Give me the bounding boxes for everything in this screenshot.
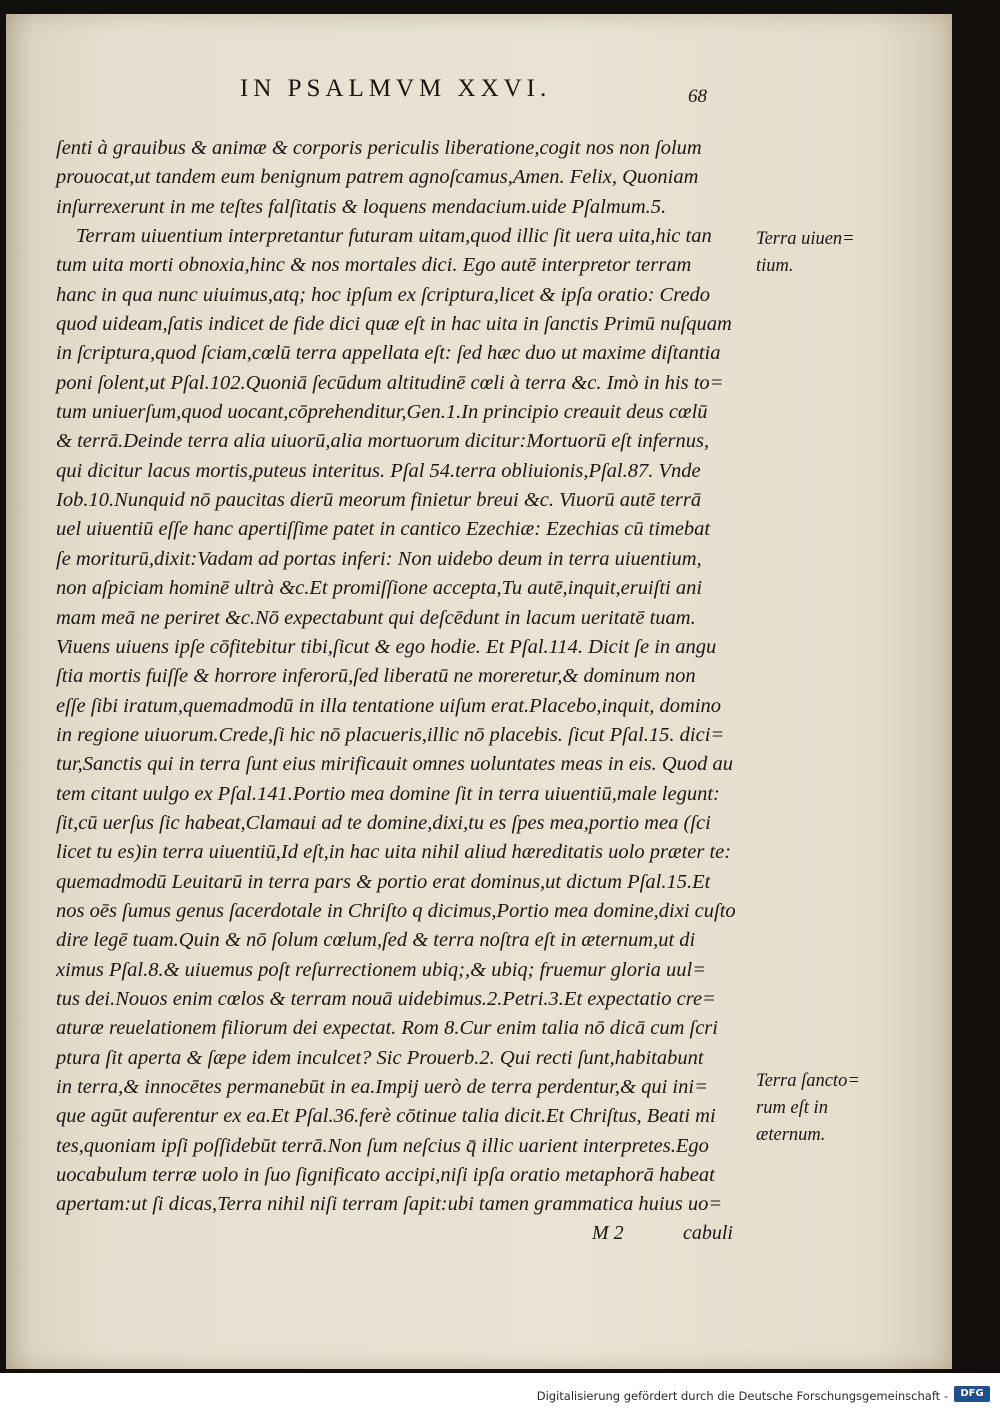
dfg-logo: DFG bbox=[954, 1386, 990, 1402]
text-line: ſenti à grauibus & animæ & corporis periculis liberatione,cogit nos non ſolum bbox=[56, 137, 702, 159]
text-line: uocabulum terræ uolo in ſuo ſignificato accipi,niſi ipſa oratio metaphorā habeat bbox=[56, 1164, 715, 1187]
folio-number: 68 bbox=[688, 86, 707, 107]
margin-note-terra-uiuentium bbox=[756, 226, 936, 280]
catchword: cabuli bbox=[683, 1222, 733, 1244]
text-line: hanc in qua nunc uiuimus,atq; hoc ipſum ex ſcriptura,licet & ipſa oratio: Credo bbox=[56, 283, 711, 306]
text-line: in ſcriptura,quod ſciam,cœlū terra appellata eſt: ſed hæc duo ut maxime diſtantia bbox=[56, 342, 721, 365]
text-line: quod uideam,ſatis indicet de fide dici quæ eſt in hac uita in ſanctis Primū nuſquam bbox=[56, 313, 732, 336]
text-line: tum uniuerſum,quod uocant,cōprehenditur,Gen.1.In principio creauit deus cœlū bbox=[56, 401, 708, 424]
text-line: Iob.10.Nunquid nō paucitas dierū meorum finietur breui &c. Viuorū autē terrā bbox=[56, 489, 702, 512]
margin-note-line: Terra ſancto= bbox=[756, 1071, 860, 1091]
text-line: tum uita morti obnoxia,hinc & nos mortales dici. Ego autē interpretor terram bbox=[56, 254, 692, 277]
margin-note-line: æternum. bbox=[756, 1125, 826, 1145]
text-line: in terra,& innocētes permanebūt in ea.Impij uerò de terra perdentur,& qui ini= bbox=[56, 1076, 708, 1098]
margin-note-line: rum eſt in bbox=[756, 1098, 828, 1118]
text-line: ſit,cū uerſus ſic habeat,Clamaui ad te domine,dixi,tu es ſpes mea,portio mea (ſci bbox=[56, 811, 711, 834]
margin-note-line: tium. bbox=[756, 256, 794, 276]
text-line: aturæ reuelationem filiorum dei expectat. Rom 8.Cur enim talia nō dicā cum ſcri bbox=[56, 1017, 718, 1040]
text-line: ximus Pſal.8.& uiuemus poſt reſurrectionem ubiq;,& ubiq; fruemur gloria uul= bbox=[56, 958, 707, 981]
text-line: tem citant uulgo ex Pſal.141.Portio mea domine ſit in terra uiuentiū,male legunt: bbox=[56, 782, 720, 805]
text-line: licet tu es)in terra uiuentiū,Id eſt,in hac uita nihil aliud hæreditatis uolo præter te: bbox=[56, 841, 732, 864]
text-line: Viuens uiuens ipſe cōfitebitur tibi,ſicut & ego hodie. Et Pſal.114. Dicit ſe in angu bbox=[56, 635, 717, 658]
signature-mark: M 2 bbox=[592, 1222, 624, 1244]
text-line: qui dicitur lacus mortis,puteus interitus. Pſal 54.terra obliuionis,Pſal.87. Vnde bbox=[56, 459, 701, 482]
text-line: quemadmodū Leuitarū in terra pars & portio erat dominus,ut dictum Pſal.15.Et bbox=[56, 870, 711, 893]
text-line: inſurrexerunt in me teſtes falſitatis & loquens mendacium.uide Pſalmum.5. bbox=[56, 195, 667, 218]
text-line: eſſe ſibi iratum,quemadmodū in illa tentatione uiſum erat.Placebo,inquit, domino bbox=[56, 694, 722, 717]
text-line: in regione uiuorum.Crede,ſi hic nō placueris,illic nō placebis. ſicut Pſal.15. dici= bbox=[56, 723, 725, 746]
text-line: tus dei.Nouos enim cœlos & terram nouā uidebimus.2.Petri.3.Et expectatio cre= bbox=[56, 987, 716, 1010]
text-line: mam meā ne periret &c.Nō expectabunt qui deſcēdunt in lacum ueritatē tuam. bbox=[56, 606, 696, 629]
text-line: poni ſolent,ut Pſal.102.Quoniā ſecūdum altitudinē cœli à terra &c. Imò in his to= bbox=[56, 371, 724, 394]
text-line: non aſpiciam hominē ultrà &c.Et promiſſione accepta,Tu autē,inquit,eruiſti ani bbox=[56, 577, 703, 600]
margin-note-terra-sanctorum bbox=[756, 1068, 936, 1149]
footer-credit: Digitalisierung gefördert durch die Deutsche Forschungsgemeinschaft - bbox=[536, 1389, 948, 1403]
text-line: apertam:ut ſi dicas,Terra nihil niſi terram ſapit:ubi tamen grammatica huius uo= bbox=[56, 1193, 723, 1216]
text-line: ptura ſit aperta & ſæpe idem inculcet? Sic Prouerb.2. Qui recti ſunt,habitabunt bbox=[56, 1046, 704, 1069]
text-line: prouocat,ut tandem eum benignum patrem agnoſcamus,Amen. Felix, Quoniam bbox=[56, 166, 699, 189]
text-line: ſtia mortis fuiſſe & horrore inferorū,ſed liberatū ne moreretur,& dominum non bbox=[56, 665, 696, 688]
text-line: uel uiuentiū eſſe hanc apertiſſime patet in cantico Ezechiæ: Ezechias cū timebat bbox=[56, 518, 711, 541]
running-head: IN PSALMVM XXVI. bbox=[240, 75, 552, 102]
text-line: nos oēs ſumus genus ſacerdotale in Chriſto q dicimus,Portio mea domine,dixi cuſto bbox=[56, 899, 736, 922]
main-text-block bbox=[56, 134, 776, 1220]
text-line: Terram uiuentium interpretantur futuram uitam,quod illic ſit uera uita,hic tan bbox=[76, 225, 712, 248]
text-line: dire legē tuam.Quin & nō ſolum cœlum,ſed & terra noſtra eſt in æternum,ut di bbox=[56, 929, 696, 952]
text-line: que agūt auferentur ex ea.Et Pſal.36.ferè cōtinue talia dicit.Et Chriſtus, Beati mi bbox=[56, 1105, 716, 1128]
text-line: ſe moriturū,dixit:Vadam ad portas inferi: Non uidebo deum in terra uiuentium, bbox=[56, 547, 702, 570]
text-line: tur,Sanctis qui in terra ſunt eius mirificauit omnes uoluntates meas in eis. Quod au bbox=[56, 753, 734, 776]
text-line: & terrā.Deinde terra alia uiuorū,alia mortuorum dicitur:Mortuorū eſt infernus, bbox=[56, 430, 710, 453]
footer-bar bbox=[0, 1373, 1000, 1411]
margin-note-line: Terra uiuen= bbox=[756, 229, 855, 249]
text-line: tes,quoniam ipſi poſſidebūt terrā.Non ſum neſcius q̄ illic uarient interpretes.Ego bbox=[56, 1134, 709, 1157]
